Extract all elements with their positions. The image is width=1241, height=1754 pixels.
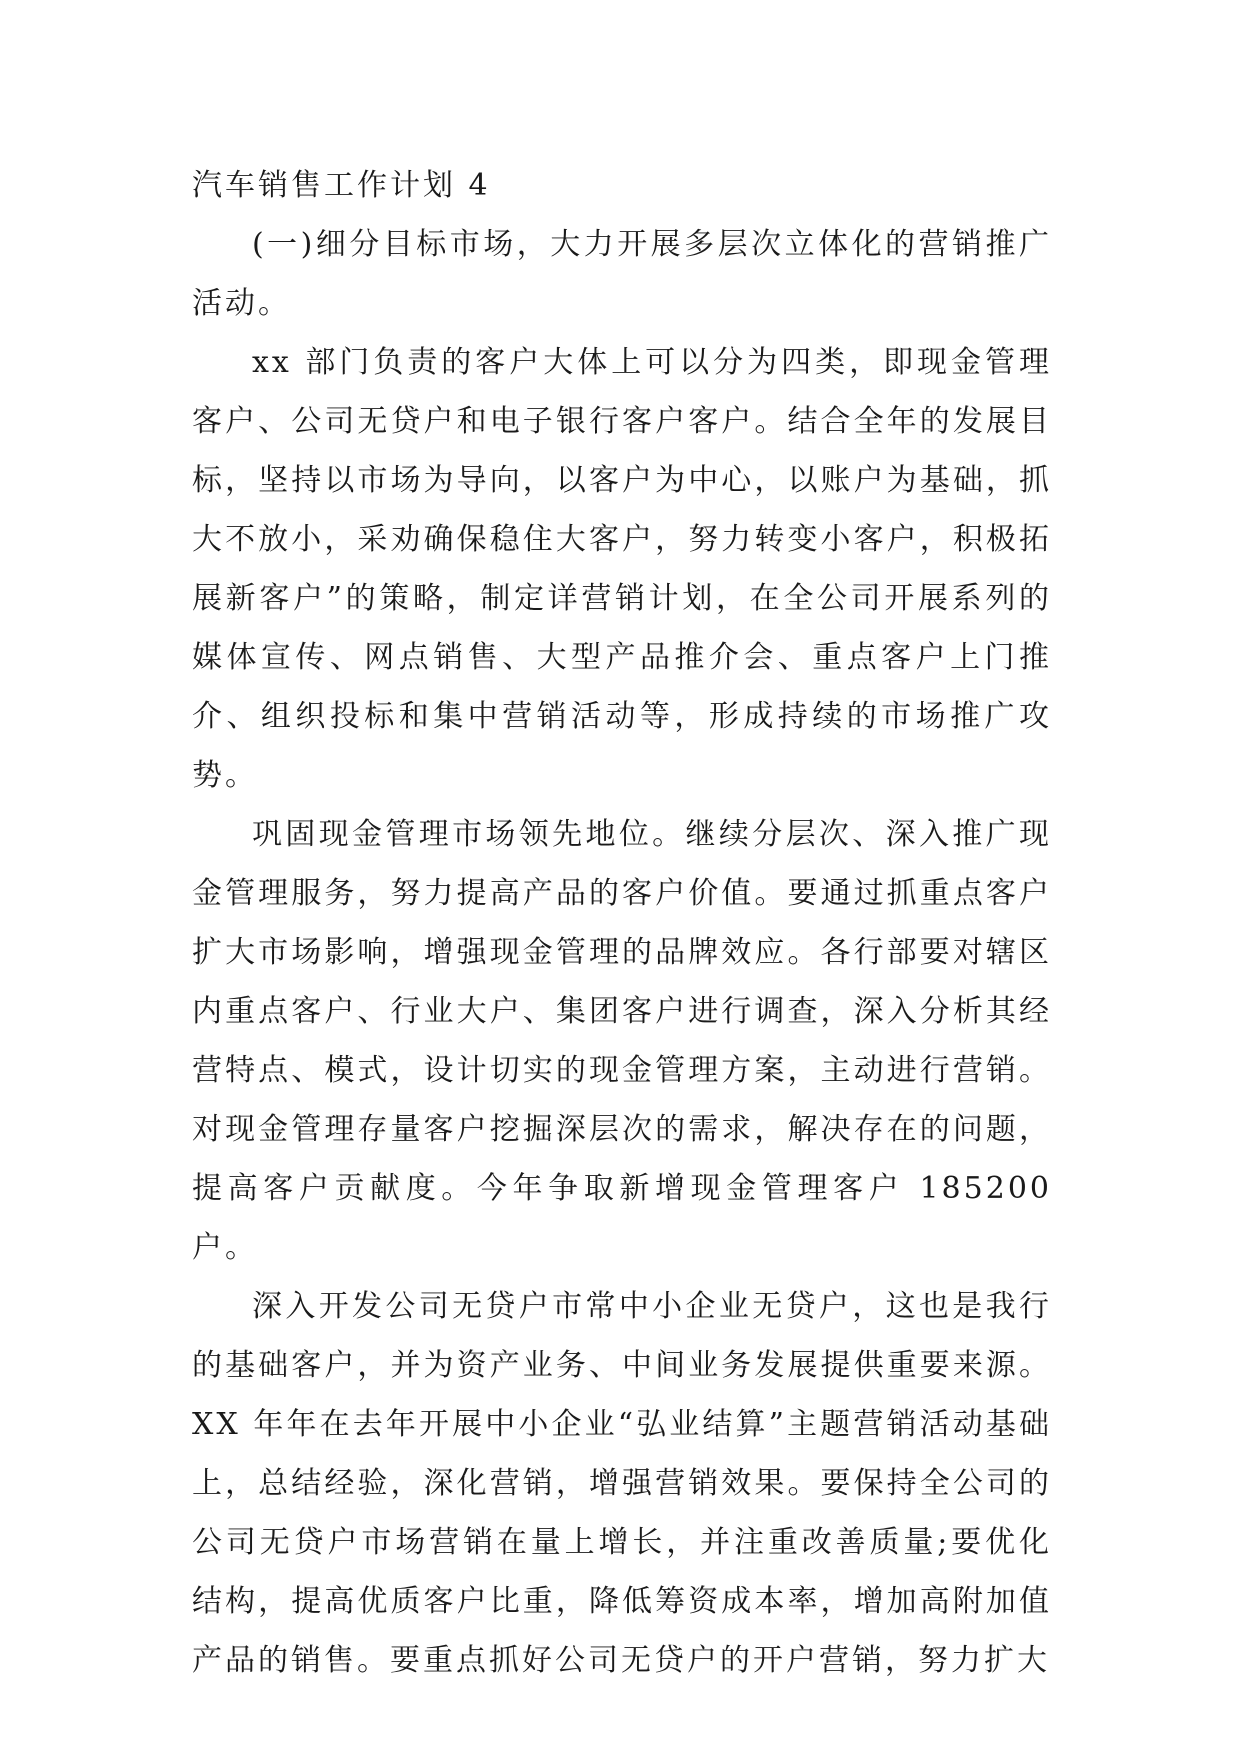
paragraph-cash-management: 巩固现金管理市场领先地位。继续分层次、深入推广现金管理服务，努力提高产品的客户价值。要通过抓重点客户扩大市场影响，增强现金管理的品牌效应。各行部要对辖区内重点客户、行业大户、集团客户进行调查，深入分析其经营特点、模式，设计切实的现金管理方案，主动进行营销。对现金管理存量客户挖掘深层次的需求，解决存在的问题，提高客户贡献度。今年争取新增现金管理客户 185200 户。	[192, 817, 1052, 1265]
paragraph-customer-types: xx 部门负责的客户大体上可以分为四类，即现金管理客户、公司无贷户和电子银行客户客户。结合全年的发展目标，坚持以市场为导向，以客户为中心，以账户为基础，抓大不放小，采劝确保稳住大客户，努力转变小客户，积极拓展新客户”的策略，制定详营销计划，在全公司开展系列的媒体宣传、网点销售、大型产品推介会、重点客户上门推介、组织投标和集中营销活动等，形成持续的市场推广攻势。	[192, 345, 1052, 793]
document-title: 汽车销售工作计划 4	[192, 168, 491, 203]
paragraph-no-loan-customers: 深入开发公司无贷户市常中小企业无贷户，这也是我行的基础客户，并为资产业务、中间业务发展提供重要来源。XX 年年在去年开展中小企业“弘业结算”主题营销活动基础上，总结经验，深化营销，增强营销效果。要保持全公司的公司无贷户市场营销在量上增长，并注重改善质量;要优化结构，提高优质客户比重，降低筹资成本率，增加高附加值产品的销售。要重点抓好公司无贷户的开户营销，努力扩大	[192, 1289, 1052, 1678]
paragraph-section-heading: (一)细分目标市场，大力开展多层次立体化的营销推广活动。	[192, 227, 1052, 321]
document-body	[192, 156, 1052, 1690]
